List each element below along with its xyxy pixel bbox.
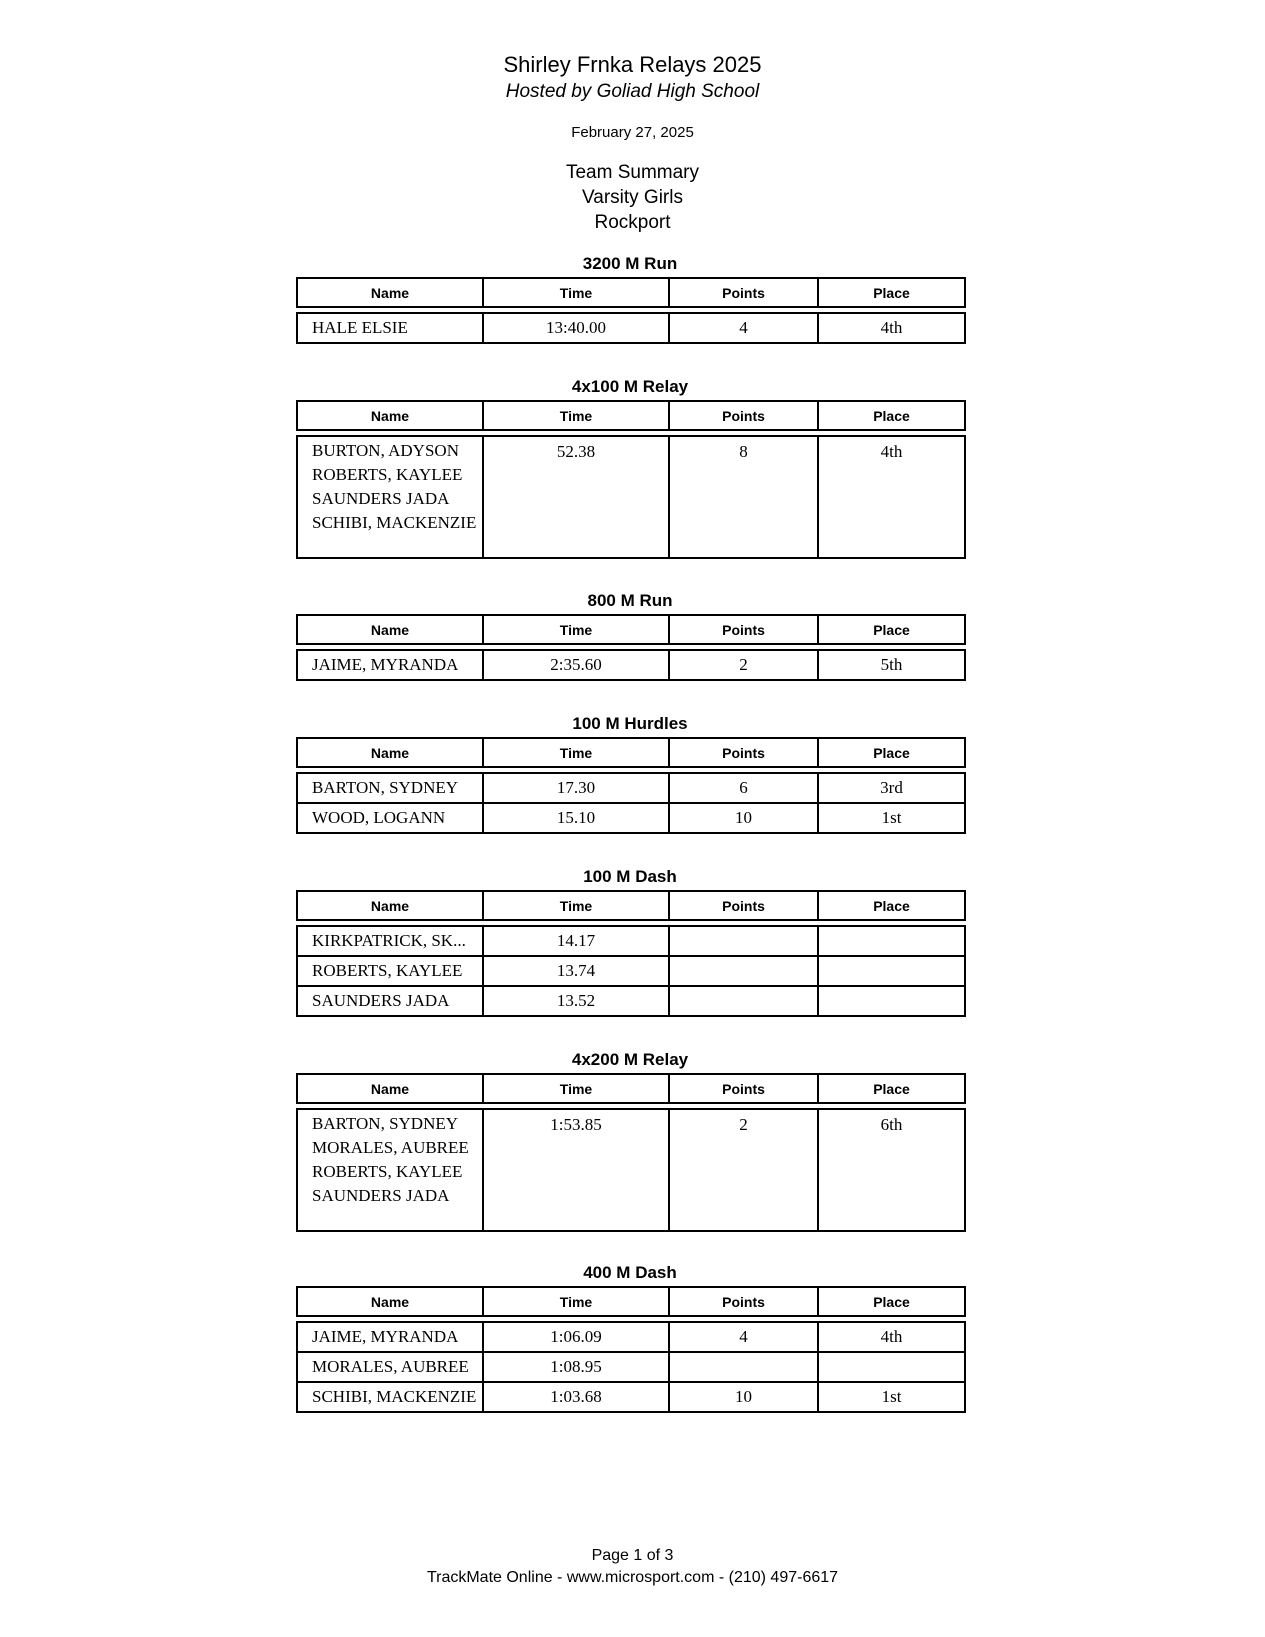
time-column-header: Time: [483, 615, 669, 644]
event-section: [296, 376, 964, 559]
time-column-header: Time: [483, 1074, 669, 1103]
table-row: [297, 986, 965, 1016]
event-section: [296, 253, 964, 344]
place-cell: [818, 986, 965, 1016]
event-title: 400 M Dash: [583, 1263, 677, 1282]
time-cell: 1:03.68: [483, 1382, 669, 1412]
points-cell: [669, 986, 818, 1016]
time-column-header: Time: [483, 401, 669, 430]
results-table-body: [296, 435, 966, 559]
table-row: [297, 926, 965, 956]
table-row: [297, 773, 965, 803]
time-cell: 2:35.60: [483, 650, 669, 680]
place-cell: [818, 956, 965, 986]
points-cell: 2: [669, 1109, 818, 1231]
place-cell: 1st: [818, 1382, 965, 1412]
place-column-header: Place: [818, 401, 965, 430]
points-cell: [669, 956, 818, 986]
table-header: [297, 1287, 965, 1316]
time-column-header: Time: [483, 1287, 669, 1316]
athlete-name: BURTON, ADYSON: [312, 441, 459, 460]
time-cell: 14.17: [483, 926, 669, 956]
table-row: [297, 956, 965, 986]
place-cell: 4th: [818, 313, 965, 343]
results-table-body: [296, 1321, 966, 1413]
results-table: [296, 400, 966, 431]
relay-members: [297, 1109, 483, 1231]
athlete-name: MORALES, AUBREE: [312, 1138, 469, 1157]
athlete-name: BARTON, SYDNEY: [312, 1114, 459, 1133]
name-column-header: Name: [297, 1287, 483, 1316]
place-column-header: Place: [818, 738, 965, 767]
event-title: 100 M Dash: [583, 867, 677, 886]
points-cell: 2: [669, 650, 818, 680]
time-cell: 1:53.85: [483, 1109, 669, 1231]
event-title: 800 M Run: [587, 591, 673, 610]
place-column-header: Place: [818, 1074, 965, 1103]
event-section: [296, 866, 964, 1017]
points-column-header: Points: [669, 1287, 818, 1316]
points-column-header: Points: [669, 891, 818, 920]
place-column-header: Place: [818, 891, 965, 920]
time-cell: 52.38: [483, 436, 669, 558]
time-cell: 13:40.00: [483, 313, 669, 343]
relay-members: [297, 436, 483, 558]
athlete-name: SCHIBI, MACKENZIE: [312, 513, 477, 532]
meet-date: February 27, 2025: [571, 124, 694, 141]
event-section: [296, 590, 964, 681]
results-table: [296, 737, 966, 768]
footer-credit: TrackMate Online - www.microsport.com - (210) 497-6617: [426, 1569, 839, 1586]
place-cell: 5th: [818, 650, 965, 680]
time-column-header: Time: [483, 891, 669, 920]
event-section: [296, 1262, 964, 1413]
name-column-header: Name: [297, 615, 483, 644]
event-title: 4x100 M Relay: [571, 377, 689, 396]
meet-title: Shirley Frnka Relays 2025: [503, 52, 762, 77]
table-header: [297, 615, 965, 644]
page-footer: [0, 1545, 1265, 1589]
table-row: [297, 313, 965, 343]
points-column-header: Points: [669, 1074, 818, 1103]
report-type: Team Summary: [565, 162, 700, 183]
name-column-header: Name: [297, 891, 483, 920]
athlete-name: ROBERTS, KAYLEE: [312, 465, 463, 484]
athlete-name: BARTON, SYDNEY: [297, 773, 483, 803]
table-header: [297, 1074, 965, 1103]
time-cell: 1:06.09: [483, 1322, 669, 1352]
athlete-name: HALE ELSIE: [297, 313, 483, 343]
event-title: 100 M Hurdles: [572, 714, 688, 733]
time-cell: 17.30: [483, 773, 669, 803]
athlete-name: SCHIBI, MACKENZIE: [297, 1382, 483, 1412]
results-table-body: [296, 772, 966, 834]
points-cell: 6: [669, 773, 818, 803]
table-row: [297, 650, 965, 680]
points-cell: 10: [669, 1382, 818, 1412]
place-cell: 4th: [818, 436, 965, 558]
time-cell: 13.74: [483, 956, 669, 986]
meet-host: Hosted by Goliad High School: [505, 81, 760, 102]
points-column-header: Points: [669, 615, 818, 644]
table-header: [297, 401, 965, 430]
time-column-header: Time: [483, 738, 669, 767]
results-table: [296, 614, 966, 645]
athlete-name: SAUNDERS JADA: [312, 489, 450, 508]
results-table-body: [296, 649, 966, 681]
table-row: [297, 1322, 965, 1352]
athlete-name: KIRKPATRICK, SK...: [297, 926, 483, 956]
athlete-name: WOOD, LOGANN: [297, 803, 483, 833]
athlete-name: SAUNDERS JADA: [297, 986, 483, 1016]
results-table: [296, 890, 966, 921]
name-column-header: Name: [297, 278, 483, 307]
place-column-header: Place: [818, 615, 965, 644]
athlete-name: ROBERTS, KAYLEE: [312, 1162, 463, 1181]
points-cell: 4: [669, 1322, 818, 1352]
table-row: [297, 803, 965, 833]
event-section: [296, 1049, 964, 1232]
place-column-header: Place: [818, 1287, 965, 1316]
name-column-header: Name: [297, 401, 483, 430]
place-cell: 1st: [818, 803, 965, 833]
athlete-name: ROBERTS, KAYLEE: [297, 956, 483, 986]
event-title: 4x200 M Relay: [571, 1050, 689, 1069]
table-header: [297, 278, 965, 307]
name-column-header: Name: [297, 1074, 483, 1103]
page-number: Page 1 of 3: [591, 1547, 674, 1564]
time-column-header: Time: [483, 278, 669, 307]
relay-row: [297, 1109, 965, 1231]
time-cell: 15.10: [483, 803, 669, 833]
points-cell: [669, 1352, 818, 1382]
team-name: Rockport: [594, 212, 671, 233]
table-row: [297, 1382, 965, 1412]
report-heading: [0, 160, 1265, 235]
results-table-body: [296, 312, 966, 344]
points-column-header: Points: [669, 278, 818, 307]
athlete-name: SAUNDERS JADA: [312, 1186, 450, 1205]
place-cell: 6th: [818, 1109, 965, 1231]
athlete-name: JAIME, MYRANDA: [297, 650, 483, 680]
time-cell: 1:08.95: [483, 1352, 669, 1382]
results-table: [296, 1286, 966, 1317]
division: Varsity Girls: [582, 187, 683, 208]
event-title: 3200 M Run: [582, 254, 678, 273]
results-table-body: [296, 1108, 966, 1232]
points-column-header: Points: [669, 738, 818, 767]
place-cell: [818, 926, 965, 956]
event-section: [296, 713, 964, 834]
relay-row: [297, 436, 965, 558]
results-table: [296, 1073, 966, 1104]
points-cell: [669, 926, 818, 956]
results-table: [296, 277, 966, 308]
points-cell: 8: [669, 436, 818, 558]
table-header: [297, 891, 965, 920]
time-cell: 13.52: [483, 986, 669, 1016]
table-row: [297, 1352, 965, 1382]
athlete-name: MORALES, AUBREE: [297, 1352, 483, 1382]
table-header: [297, 738, 965, 767]
points-cell: 4: [669, 313, 818, 343]
place-column-header: Place: [818, 278, 965, 307]
points-cell: 10: [669, 803, 818, 833]
points-column-header: Points: [669, 401, 818, 430]
place-cell: [818, 1352, 965, 1382]
place-cell: 4th: [818, 1322, 965, 1352]
name-column-header: Name: [297, 738, 483, 767]
athlete-name: JAIME, MYRANDA: [297, 1322, 483, 1352]
results-table-body: [296, 925, 966, 1017]
place-cell: 3rd: [818, 773, 965, 803]
